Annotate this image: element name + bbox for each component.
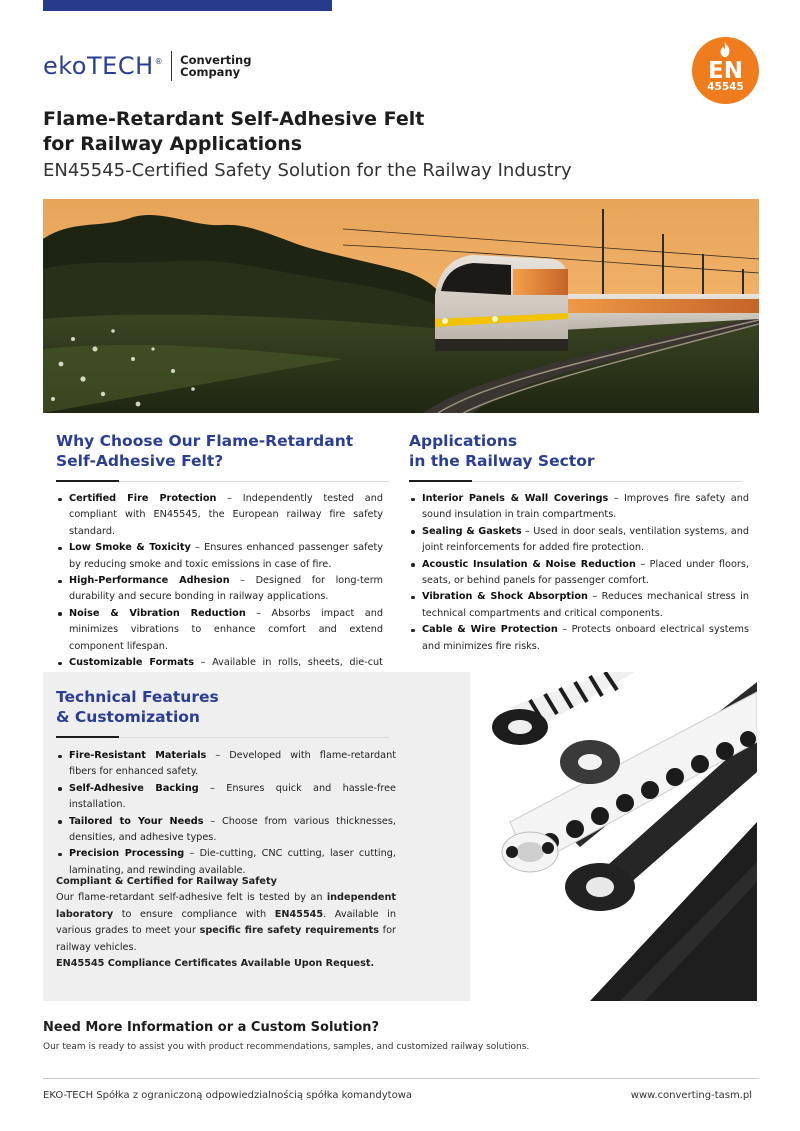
- list-item: Self-Adhesive Backing – Ensures quick and hassle-free installation.: [56, 781, 396, 814]
- logo-divider: [171, 51, 172, 81]
- list-item: Certified Fire Protection – Independently tested and compliant with EN45545, the European railway fire safety standard.: [56, 491, 383, 540]
- logo-wordmark: ekoTECH ®: [43, 52, 164, 80]
- list-item: Acoustic Insulation & Noise Reduction – Placed under floors, seats, or behind panels for passenger comfort.: [409, 557, 749, 590]
- why-heading-line1: Why Choose Our Flame-Retardant: [56, 432, 354, 450]
- applications-heading-rule: [409, 480, 472, 482]
- list-item: Customizable Formats – Available in rolls, sheets, die-cut: [56, 655, 383, 688]
- list-item: High-Performance Adhesion – Designed for long-term durability and secure bonding in railway applications.: [56, 573, 383, 606]
- why-heading-line2: Self-Adhesive Felt?: [56, 452, 224, 470]
- technical-heading-line2: & Customization: [56, 708, 200, 726]
- why-list: [56, 491, 383, 688]
- list-item: Cable & Wire Protection – Protects onboard electrical systems and minimizes fire risks.: [409, 622, 749, 655]
- list-item: Sealing & Gaskets – Used in door seals, ventilation systems, and joint reinforcements for added fire protection.: [409, 524, 749, 557]
- compliance-heading: Compliant & Certified for Railway Safety: [56, 876, 277, 887]
- hero-train-image: [43, 199, 759, 413]
- felt-products-image: [470, 672, 757, 1001]
- logo-tagline: [180, 54, 251, 78]
- logo-tagline-line2: Company: [180, 65, 241, 79]
- contact-text: Our team is ready to assist you with product recommendations, samples, and customized railway solutions.: [43, 1042, 530, 1052]
- page-title-line2: for Railway Applications: [43, 133, 303, 155]
- technical-heading: [56, 687, 219, 727]
- list-item: Precision Processing – Die-cutting, CNC cutting, laser cutting, laminating, and rewinding available.: [56, 846, 396, 879]
- list-item: Tailored to Your Needs – Choose from various thicknesses, densities, and adhesive types.: [56, 814, 396, 847]
- list-item: Interior Panels & Wall Coverings – Improves fire safety and sound insulation in train compartments.: [409, 491, 749, 524]
- company-logo: [43, 46, 251, 86]
- en45545-badge: [692, 37, 759, 104]
- footer-company-name: EKO-TECH Spółka z ograniczoną odpowiedzialnością spółka komandytowa: [43, 1090, 412, 1101]
- contact-heading: Need More Information or a Custom Solution?: [43, 1020, 380, 1035]
- technical-list: [56, 748, 396, 879]
- footer-divider: [43, 1078, 759, 1079]
- technical-heading-rule: [56, 736, 119, 738]
- badge-en-text: EN: [708, 58, 743, 84]
- list-item: Vibration & Shock Absorption – Reduces mechanical stress in technical compartments and critical components.: [409, 589, 749, 622]
- why-heading-rule: [56, 480, 119, 482]
- logo-wordmark-text: ekoTECH: [43, 52, 154, 80]
- list-item: Noise & Vibration Reduction – Absorbs impact and minimizes vibrations to enhance comfort and extend component lifespan.: [56, 606, 383, 655]
- logo-tagline-line1: Converting: [180, 53, 252, 67]
- footer-website-link[interactable]: www.converting-tasm.pl: [630, 1090, 752, 1101]
- list-item: Low Smoke & Toxicity – Ensures enhanced passenger safety by reducing smoke and toxic emissions in case of fire.: [56, 540, 383, 573]
- applications-heading-line1: Applications: [409, 432, 518, 450]
- compliance-paragraph: [56, 874, 396, 972]
- list-item: Fire-Resistant Materials – Developed with flame-retardant fibers for enhanced safety.: [56, 748, 396, 781]
- why-heading: [56, 431, 353, 471]
- applications-heading: [409, 431, 595, 471]
- certificates-note: EN45545 Compliance Certificates Available Upon Request.: [56, 958, 375, 970]
- applications-list: [409, 491, 749, 655]
- page-title-line1: Flame-Retardant Self-Adhesive Felt: [43, 108, 425, 130]
- top-accent-bar: [43, 0, 332, 11]
- compliance-text: Our flame-retardant self-adhesive felt is tested by an independent laboratory to ensure compliance with EN45545. Available in various grades to meet your specific fire safety requirements for railway vehicles.: [56, 892, 397, 953]
- flame-icon: [716, 41, 734, 59]
- page-subtitle: EN45545-Certified Safety Solution for the Railway Industry: [43, 160, 572, 181]
- badge-number: 45545: [707, 81, 744, 93]
- page-title: [43, 107, 603, 157]
- applications-heading-line2: in the Railway Sector: [409, 452, 595, 470]
- technical-heading-line1: Technical Features: [56, 688, 219, 706]
